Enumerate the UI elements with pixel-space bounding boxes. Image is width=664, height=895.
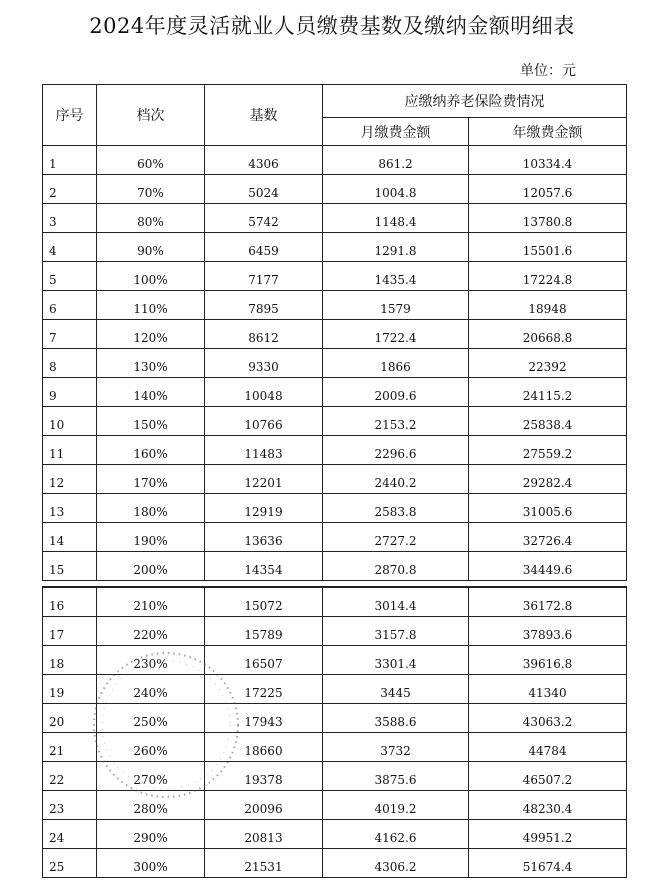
- row-index: 25: [43, 849, 97, 878]
- row-annual: 29282.4: [469, 465, 627, 494]
- table-row: [43, 465, 627, 494]
- row-tier: 190%: [97, 523, 205, 552]
- row-base: 20813: [205, 820, 323, 849]
- row-base: 18660: [205, 733, 323, 762]
- row-index: 1: [43, 146, 97, 175]
- row-index: 4: [43, 233, 97, 262]
- row-tier: 300%: [97, 849, 205, 878]
- row-base: 17943: [205, 704, 323, 733]
- header-annual: 年缴费金额: [469, 118, 627, 146]
- row-index: 21: [43, 733, 97, 762]
- row-index: 8: [43, 349, 97, 378]
- table-row: [43, 349, 627, 378]
- table-row: [43, 204, 627, 233]
- table-row: [43, 291, 627, 320]
- table-row: [43, 704, 627, 733]
- table-row: [43, 378, 627, 407]
- row-base: 10048: [205, 378, 323, 407]
- row-annual: 43063.2: [469, 704, 627, 733]
- table-row: [43, 494, 627, 523]
- row-index: 24: [43, 820, 97, 849]
- row-annual: 20668.8: [469, 320, 627, 349]
- row-tier: 230%: [97, 646, 205, 675]
- row-index: 18: [43, 646, 97, 675]
- row-base: 8612: [205, 320, 323, 349]
- row-monthly: 4162.6: [323, 820, 469, 849]
- row-annual: 15501.6: [469, 233, 627, 262]
- row-tier: 120%: [97, 320, 205, 349]
- row-annual: 25838.4: [469, 407, 627, 436]
- row-annual: 49951.2: [469, 820, 627, 849]
- row-base: 5024: [205, 175, 323, 204]
- row-monthly: 3875.6: [323, 762, 469, 791]
- row-base: 7177: [205, 262, 323, 291]
- row-tier: 80%: [97, 204, 205, 233]
- row-tier: 210%: [97, 587, 205, 617]
- row-tier: 60%: [97, 146, 205, 175]
- row-base: 14354: [205, 552, 323, 581]
- header-index: 序号: [43, 85, 97, 146]
- row-base: 13636: [205, 523, 323, 552]
- row-tier: 130%: [97, 349, 205, 378]
- row-annual: 10334.4: [469, 146, 627, 175]
- table-row: [43, 523, 627, 552]
- row-index: 23: [43, 791, 97, 820]
- contribution-table-part-1: [42, 84, 627, 581]
- row-index: 12: [43, 465, 97, 494]
- row-tier: 150%: [97, 407, 205, 436]
- header-monthly: 月缴费金额: [323, 118, 469, 146]
- row-tier: 220%: [97, 617, 205, 646]
- table-row: [43, 587, 627, 617]
- table-row: [43, 262, 627, 291]
- row-index: 11: [43, 436, 97, 465]
- row-monthly: 861.2: [323, 146, 469, 175]
- row-base: 4306: [205, 146, 323, 175]
- row-annual: 13780.8: [469, 204, 627, 233]
- row-monthly: 3588.6: [323, 704, 469, 733]
- table-row: [43, 146, 627, 175]
- row-base: 12201: [205, 465, 323, 494]
- row-annual: 32726.4: [469, 523, 627, 552]
- row-tier: 90%: [97, 233, 205, 262]
- row-monthly: 3732: [323, 733, 469, 762]
- row-base: 5742: [205, 204, 323, 233]
- row-monthly: 1291.8: [323, 233, 469, 262]
- row-base: 9330: [205, 349, 323, 378]
- row-annual: 36172.8: [469, 587, 627, 617]
- row-monthly: 2009.6: [323, 378, 469, 407]
- page-title: 2024年度灵活就业人员缴费基数及缴纳金额明细表: [89, 14, 575, 38]
- row-tier: 100%: [97, 262, 205, 291]
- row-monthly: 1722.4: [323, 320, 469, 349]
- row-monthly: 1148.4: [323, 204, 469, 233]
- table-row: [43, 617, 627, 646]
- row-tier: 240%: [97, 675, 205, 704]
- row-tier: 160%: [97, 436, 205, 465]
- header-tier: 档次: [97, 85, 205, 146]
- row-tier: 140%: [97, 378, 205, 407]
- row-index: 20: [43, 704, 97, 733]
- row-base: 6459: [205, 233, 323, 262]
- row-monthly: 3157.8: [323, 617, 469, 646]
- row-tier: 290%: [97, 820, 205, 849]
- row-annual: 44784: [469, 733, 627, 762]
- row-monthly: 4306.2: [323, 849, 469, 878]
- table-row: [43, 762, 627, 791]
- table-row: [43, 820, 627, 849]
- row-monthly: 2153.2: [323, 407, 469, 436]
- row-tier: 110%: [97, 291, 205, 320]
- table-body-part-1: [43, 146, 627, 581]
- row-annual: 51674.4: [469, 849, 627, 878]
- row-annual: 27559.2: [469, 436, 627, 465]
- row-index: 10: [43, 407, 97, 436]
- row-annual: 18948: [469, 291, 627, 320]
- row-index: 7: [43, 320, 97, 349]
- row-annual: 24115.2: [469, 378, 627, 407]
- row-base: 10766: [205, 407, 323, 436]
- row-base: 15072: [205, 587, 323, 617]
- row-index: 3: [43, 204, 97, 233]
- row-monthly: 2440.2: [323, 465, 469, 494]
- row-tier: 70%: [97, 175, 205, 204]
- row-base: 20096: [205, 791, 323, 820]
- row-annual: 48230.4: [469, 791, 627, 820]
- header-group: 应缴纳养老保险费情况: [323, 85, 627, 118]
- table-row: [43, 233, 627, 262]
- row-monthly: 2727.2: [323, 523, 469, 552]
- table-row: [43, 175, 627, 204]
- row-monthly: 3301.4: [323, 646, 469, 675]
- row-index: 5: [43, 262, 97, 291]
- row-monthly: 2870.8: [323, 552, 469, 581]
- unit-label: 单位：元: [520, 63, 576, 79]
- table-row: [43, 552, 627, 581]
- row-monthly: 2296.6: [323, 436, 469, 465]
- row-monthly: 1579: [323, 291, 469, 320]
- row-tier: 270%: [97, 762, 205, 791]
- row-base: 11483: [205, 436, 323, 465]
- table-body-part-2: [43, 587, 627, 878]
- row-index: 15: [43, 552, 97, 581]
- row-tier: 170%: [97, 465, 205, 494]
- row-index: 19: [43, 675, 97, 704]
- row-annual: 12057.6: [469, 175, 627, 204]
- row-annual: 34449.6: [469, 552, 627, 581]
- row-index: 6: [43, 291, 97, 320]
- row-index: 13: [43, 494, 97, 523]
- row-base: 16507: [205, 646, 323, 675]
- contribution-table-part-2: [42, 586, 627, 878]
- row-tier: 250%: [97, 704, 205, 733]
- table-row: [43, 320, 627, 349]
- row-monthly: 3014.4: [323, 587, 469, 617]
- row-monthly: 4019.2: [323, 791, 469, 820]
- table-row: [43, 646, 627, 675]
- row-base: 7895: [205, 291, 323, 320]
- row-annual: 46507.2: [469, 762, 627, 791]
- row-index: 2: [43, 175, 97, 204]
- row-annual: 39616.8: [469, 646, 627, 675]
- row-annual: 31005.6: [469, 494, 627, 523]
- header-base: 基数: [205, 85, 323, 146]
- row-monthly: 1435.4: [323, 262, 469, 291]
- row-index: 17: [43, 617, 97, 646]
- row-base: 15789: [205, 617, 323, 646]
- row-base: 19378: [205, 762, 323, 791]
- table-row: [43, 436, 627, 465]
- row-tier: 180%: [97, 494, 205, 523]
- row-base: 12919: [205, 494, 323, 523]
- row-annual: 41340: [469, 675, 627, 704]
- table-row: [43, 675, 627, 704]
- row-annual: 37893.6: [469, 617, 627, 646]
- row-index: 22: [43, 762, 97, 791]
- table-row: [43, 791, 627, 820]
- row-tier: 260%: [97, 733, 205, 762]
- row-index: 16: [43, 587, 97, 617]
- row-index: 14: [43, 523, 97, 552]
- row-monthly: 1866: [323, 349, 469, 378]
- row-monthly: 1004.8: [323, 175, 469, 204]
- row-tier: 280%: [97, 791, 205, 820]
- table-row: [43, 407, 627, 436]
- row-annual: 17224.8: [469, 262, 627, 291]
- table-row: [43, 733, 627, 762]
- row-base: 17225: [205, 675, 323, 704]
- row-monthly: 2583.8: [323, 494, 469, 523]
- row-base: 21531: [205, 849, 323, 878]
- table-row: [43, 849, 627, 878]
- row-tier: 200%: [97, 552, 205, 581]
- row-monthly: 3445: [323, 675, 469, 704]
- row-annual: 22392: [469, 349, 627, 378]
- row-index: 9: [43, 378, 97, 407]
